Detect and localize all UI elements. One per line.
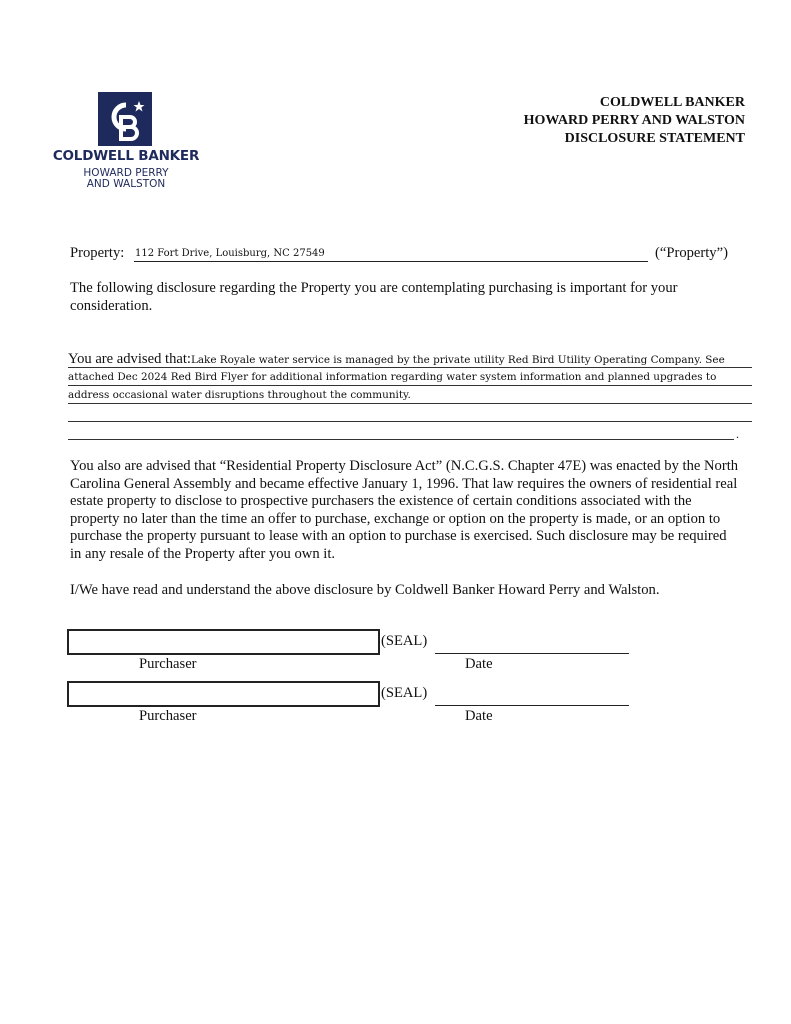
advised-text-line-2: attached Dec 2024 Red Bird Flyer for additional information regarding water system information and planned upgrades to <box>68 371 717 383</box>
logo-subtitle-line-2: AND WALSTON <box>86 178 166 190</box>
advised-line-3[interactable] <box>68 386 752 404</box>
signature-row-1 <box>67 629 637 672</box>
purchaser-2-signature-field[interactable] <box>67 681 380 707</box>
property-row <box>70 245 735 265</box>
logo-brand-name: COLDWELL BANKER <box>52 148 200 164</box>
advised-text-line-1: Lake Royale water service is managed by the private utility Red Bird Utility Operating Company. See <box>190 354 725 366</box>
header-line-company: COLDWELL BANKER <box>599 95 745 110</box>
seal-label: (SEAL) <box>381 685 428 701</box>
date-label: Date <box>465 656 493 672</box>
advised-text-line-3: address occasional water disruptions throughout the community. <box>68 389 411 401</box>
property-suffix: (“Property”) <box>655 245 728 261</box>
document-header <box>524 94 745 148</box>
header-line-title: DISCLOSURE STATEMENT <box>564 131 745 146</box>
seal-label: (SEAL) <box>381 633 428 649</box>
advised-line-1[interactable] <box>68 350 752 368</box>
advised-line-5[interactable] <box>68 422 739 441</box>
header-line-brokerage: HOWARD PERRY AND WALSTON <box>523 113 745 128</box>
advised-label: You are advised that: <box>68 351 191 367</box>
property-label: Property: <box>70 245 125 261</box>
purchaser-label: Purchaser <box>139 656 197 672</box>
purchaser-1-signature-field[interactable] <box>67 629 380 655</box>
advised-end-period: . <box>736 427 739 441</box>
disclosure-act-paragraph: You also are advised that “Residential Property Disclosure Act” (N.C.G.S. Chapter 47E) was enacted by the North Carolina General Assembly and became effective January 1, 1996. That law requires the owners of residential real estate property to disclose to prospective purchasers the existence of certain conditions associated with the property no later than the time an offer to purchase, exchange or option on the property is made, or an option to purchase the property pursuant to lease with an option to purchase is exercised. Such disclosure may be required in any resale of the Property after you own it. <box>70 458 739 562</box>
acknowledgement-text: I/We have read and understand the above disclosure by Coldwell Banker Howard Perry and Walston. <box>70 582 660 598</box>
cb-logo-icon <box>98 92 152 146</box>
logo-subtitle <box>44 168 208 190</box>
advised-block <box>68 350 752 440</box>
advised-line-4[interactable] <box>68 404 752 422</box>
purchaser-label: Purchaser <box>139 708 197 724</box>
signature-row-2 <box>67 681 637 724</box>
date-label: Date <box>465 708 493 724</box>
purchaser-2-date-field[interactable] <box>435 705 629 706</box>
logo-subtitle-line-1: HOWARD PERRY <box>83 167 169 179</box>
purchaser-1-date-field[interactable] <box>435 653 629 654</box>
company-logo <box>44 92 208 196</box>
intro-paragraph: The following disclosure regarding the Property you are contemplating purchasing is important for your consideration. <box>70 280 678 314</box>
advised-line-2[interactable] <box>68 368 752 386</box>
property-address-field[interactable]: 112 Fort Drive, Louisburg, NC 27549 <box>134 245 648 262</box>
